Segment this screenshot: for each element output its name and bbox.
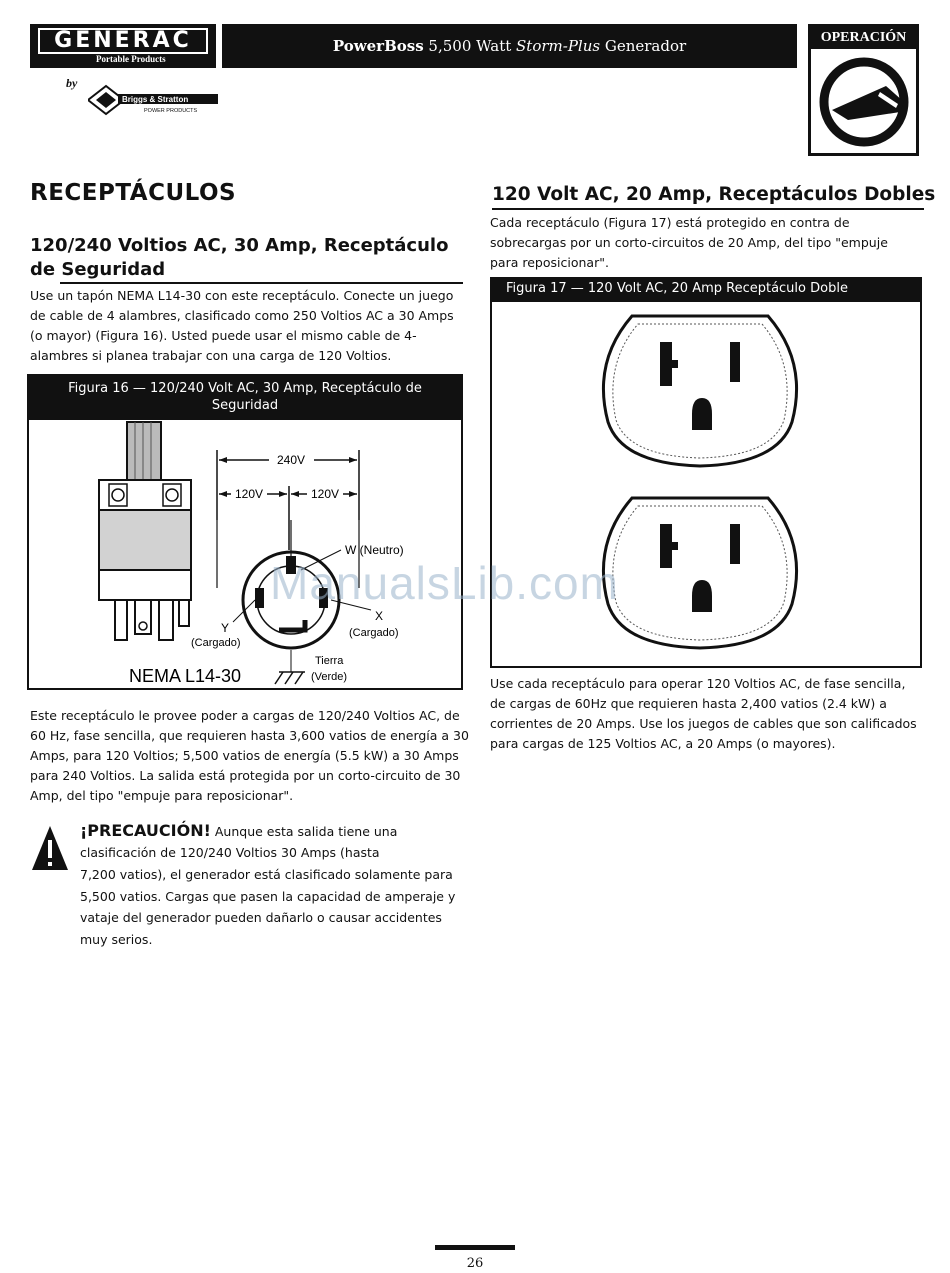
figure-17-title: Figura 17 — 120 Volt AC, 20 Amp Receptáculo Doble bbox=[490, 277, 922, 301]
partner-subtitle: POWER PRODUCTS bbox=[144, 108, 198, 114]
duplex-receptacle-diagram bbox=[492, 302, 920, 666]
generator-switch-icon bbox=[816, 56, 912, 148]
label-nema-type: NEMA L14-30 bbox=[129, 666, 242, 686]
caution-title: ¡PRECAUCIÓN! bbox=[80, 821, 211, 840]
title-suffix: Generador bbox=[600, 37, 687, 55]
title-model: Storm-Plus bbox=[516, 37, 601, 55]
page-number: 26 bbox=[466, 1256, 484, 1271]
label-120v-right: 120V bbox=[310, 487, 340, 501]
label-120v-left: 120V bbox=[234, 487, 264, 501]
warning-triangle-icon bbox=[30, 824, 70, 872]
watermark: ManualsLib.com bbox=[270, 557, 619, 609]
intro-paragraph-30amp: Use un tapón NEMA L14-30 con este receptáculo. Conecte un juego de cable de 4 alambres, clasificado como 250 Voltios AC a 30 Amps (o mayor) (Figura 16). Usted puede usar el mismo cable de 4-alambres si planea trabajar con una carga de 120 Voltios. bbox=[30, 288, 454, 363]
label-ground-green: (Verde) bbox=[311, 671, 348, 683]
briggs-stratton-logo bbox=[88, 84, 220, 116]
generac-logo-text: GENERAC bbox=[38, 28, 208, 54]
lower-outlet bbox=[603, 498, 796, 648]
caution-text: 7,200 vatios), el generador está clasificado solamente para 5,500 vatios. Cargas que pasen la capacidad de amperaje y vataje del generador pueden dañarlo o causar accidentes muy serios. bbox=[80, 867, 456, 947]
generac-logo-subtitle: Portable Products bbox=[96, 54, 166, 64]
section-heading-30amp: 120/240 Voltios AC, 30 Amp, Receptáculo de Seguridad bbox=[30, 235, 449, 280]
intro-paragraph-20amp: Cada receptáculo (Figura 17) está protegido en contra de sobrecargas por un corto-circuitos de 20 Amp, del tipo "empuje para reposicionar". bbox=[490, 215, 888, 270]
nema-l14-30-diagram bbox=[29, 420, 461, 688]
heading-rule bbox=[60, 282, 463, 284]
page-heading: RECEPTÁCULOS bbox=[30, 180, 237, 206]
label-ground: Tierra bbox=[315, 655, 344, 667]
by-label: by bbox=[66, 76, 78, 90]
body-paragraph-20amp: Use cada receptáculo para operar 120 Voltios AC, de fase sencilla, de cargas de 60Hz que requieren hasta 2,400 vatios (2.4 kW) a corrientes de 20 Amps. Use los juegos de cables que son calificados para cargas de 125 Voltios AC, a 20 Amps (o mayores). bbox=[490, 676, 917, 751]
section-badge-label: OPERACIÓN bbox=[811, 27, 916, 49]
figure-16-title: Figura 16 — 120/240 Volt AC, 30 Amp, Receptáculo de Seguridad bbox=[27, 374, 463, 420]
label-w-neutral: W (Neutro) bbox=[345, 543, 404, 557]
body-paragraph-30amp: Este receptáculo le provee poder a cargas de 120/240 Voltios AC, de 60 Hz, fase sencilla, que requieren hasta 3,600 vatios de energía a 30 Amps, para 120 Voltios; 5,500 vatios de energía (5.5 kW) a 30 Amps para 240 Voltios. La salida está protegida por un corto-circuito de 30 Amp, del tipo "empuje para reposicionar". bbox=[30, 708, 469, 803]
title-product: PowerBoss bbox=[332, 37, 424, 55]
label-x: X bbox=[375, 609, 384, 623]
heading-rule-right bbox=[492, 208, 924, 210]
upper-outlet bbox=[603, 316, 796, 466]
label-y-loaded: (Cargado) bbox=[191, 637, 241, 649]
section-heading-20amp: 120 Volt AC, 20 Amp, Receptáculos Dobles bbox=[492, 184, 936, 205]
caution-block bbox=[80, 820, 470, 863]
label-x-loaded: (Cargado) bbox=[349, 627, 399, 639]
document-title-bar bbox=[222, 24, 797, 68]
page-number-bar bbox=[435, 1245, 515, 1250]
caution-first-line: Aunque esta salida tiene una clasificación de 120/240 Voltios 30 Amps (hasta bbox=[80, 824, 398, 860]
label-y: Y bbox=[221, 621, 230, 635]
label-240v: 240V bbox=[276, 453, 306, 467]
title-wattage: 5,500 Watt bbox=[423, 37, 517, 55]
partner-name: Briggs & Stratton bbox=[122, 95, 189, 104]
